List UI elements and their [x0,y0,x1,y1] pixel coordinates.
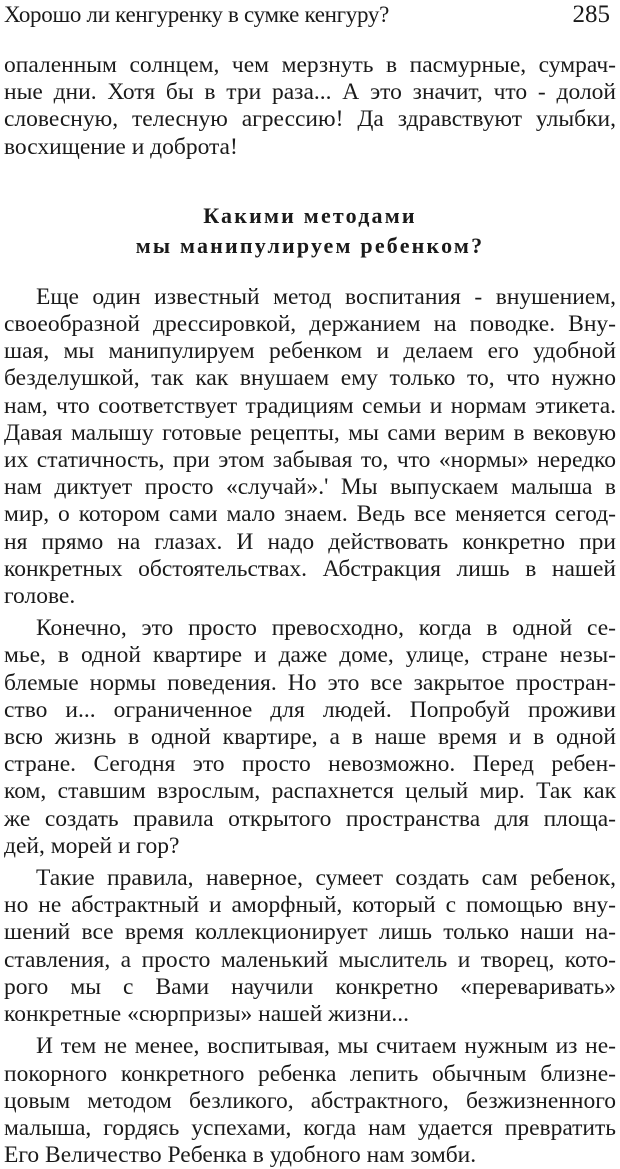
text-line: ня прямо на глазах. И надо действовать конкретно при [4,528,616,555]
text-line: малыша, гордясь успехами, когда нам удается превратить [4,1114,616,1141]
text-line: И тем не менее, воспитывая, мы считаем нужным из не- [36,1033,616,1060]
text-line: их статичность, при этом забывая то, что «нормы» нередко [4,447,616,474]
text-line: шая, мы манипулируем ребенком и делаем его удобной [4,338,616,365]
body-text [4,284,616,1169]
section-heading-line-2: мы манипулируем ребенком? [135,232,485,258]
text-line: нам, что соответствует традициям семьи и нормам этикета. [4,392,616,419]
text-line: ком, ставшим взрослым, распахнется целый мир. Так как [4,778,616,805]
paragraph-2 [4,615,616,860]
running-head [4,0,616,34]
text-line: Еще один известный метод воспитания - внушением, [36,283,616,310]
text-line: Конечно, это просто превосходно, когда в одной се- [36,615,616,642]
paragraph-1 [4,284,616,610]
text-line: голове. [4,583,76,610]
text-line: своеобразной дрессировкой, держанием на поводке. Вну- [4,311,616,338]
intro-paragraph [4,52,616,161]
text-line: стране. Сегодня это просто невозможно. Перед ребен- [4,751,616,778]
paragraph-3 [4,865,616,1028]
text-line: покорного конкретного ребенка лепить обычным близне- [4,1060,616,1087]
text-line: мье, в одной квартире и даже доме, улице, стране незы- [4,642,616,669]
text-line: ставления, а просто маленький мыслитель и творец, кото- [4,946,616,973]
text-line: блемые нормы поведения. Но это все закрытое простран- [4,669,616,696]
text-line: рого мы с Вами научили конкретно «переваривать» [4,973,616,1000]
text-line: словесную, телесную агрессию! Да здравствуют улыбки, [4,106,616,133]
text-line: цовым методом безликого, абстрактного, безжизненного [4,1087,616,1114]
section-heading [4,201,616,261]
text-line: ные дни. Хотя бы в три раза... А это значит, что - долой [4,79,616,106]
text-line: конкретных обстоятельствах. Абстракция лишь в нашей [4,555,616,582]
text-line: ство и... ограниченное для людей. Попробуй проживи [4,696,616,723]
text-line: мир, о котором сами мало знаем. Ведь все меняется сегод- [4,501,616,528]
text-line: конкретные «сюрпризы» нашей жизни... [4,1001,410,1028]
section-heading-line-1: Какими методами [203,202,417,228]
text-line: нам диктует просто «случай».' Мы выпускаем малыша в [4,474,616,501]
text-line: дей, морей и гор? [4,832,180,859]
text-line: безделушкой, так как внушаем ему только то, что нужно [4,365,616,392]
text-line: всю жизнь в одной квартире, а в наше время и в одной [4,724,616,751]
paragraph-4 [4,1033,616,1169]
running-head-title: Хорошо ли кенгуренку в сумке кенгуру? [4,2,390,27]
text-line: шений все время коллекционирует лишь только наши на- [4,919,616,946]
text-line: же создать правила открытого пространства для площа- [4,805,616,832]
text-line: но не абстрактный и аморфный, который с помощью вну- [4,892,616,919]
text-line: Такие правила, наверное, сумеет создать сам ребенок, [36,865,616,892]
text-line: восхищение и доброта! [4,133,238,160]
text-line: опаленным солнцем, чем мерзнуть в пасмурные, сумрач- [4,52,616,78]
text-line: Его Величество Ребенка в удобного нам зомби. [4,1142,477,1169]
page-number: 285 [572,1,610,28]
text-line: Давая малышу готовые рецепты, мы сами верим в вековую [4,419,616,446]
